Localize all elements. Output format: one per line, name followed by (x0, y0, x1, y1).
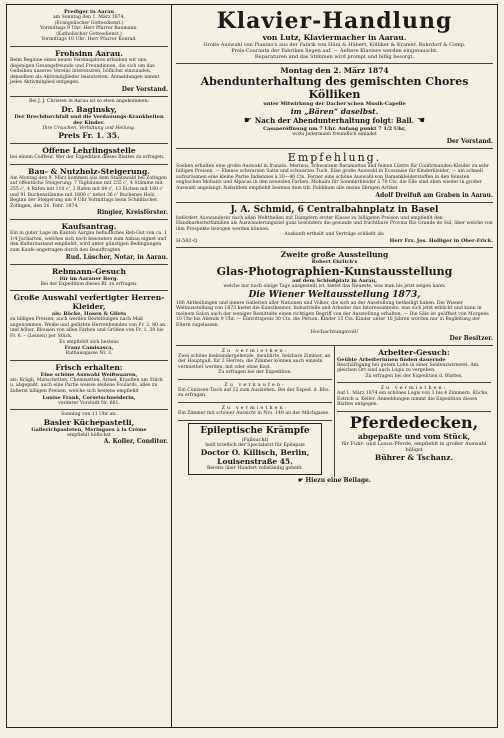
ad-verkaufen (178, 380, 332, 403)
ad-glas (176, 248, 493, 346)
ad-body: für Fuhr- und Luxus-Pferde, empfiehlt in großer Auswahl billigst (341, 441, 487, 454)
ad-body: heilt brieflich der Specialarzt für Epilepsie (205, 442, 305, 448)
ad-signature: Der Besitzer. (449, 334, 493, 342)
ad-subtitle: Gallerichpasteten, Meringues à la Crème (31, 426, 147, 433)
ad-title: Zu verkaufen: (224, 381, 286, 388)
ad-subtitle: als: Röcke, Hosen & Gilets (51, 311, 127, 318)
ad-lehrling (10, 144, 168, 165)
ad-subtitle: für im Aarauer Berg. (59, 275, 119, 282)
ad-signature: Der Vorstand. (121, 85, 168, 93)
ad-place: auf dem Schloßplatz in Aarau, (292, 277, 377, 284)
ad-signature: Rud. Lüscher, Notar, in Aarau. (65, 253, 168, 261)
newspaper-page (6, 4, 498, 728)
ad-title: Große Auswahl verfertigter Herren-Kleider, (13, 293, 165, 312)
ad-ball-text: Nach der Abendunterhaltung folgt: Ball. (254, 116, 415, 125)
ad-holzsteigerung (10, 165, 168, 221)
ad-body: zu billigen Preisen; auch werden Bestellungen nach Maß angenommen. Weiße und gefärbte Herrenhemden von Fr. 2. 80 an und höher. Blousen von allen Farben und Größen von Fr. 1. 30 bis Fr. 6. – (Leinen) per Stück. (10, 317, 166, 340)
ad-signature: Der Vorstand. (446, 137, 493, 145)
ad-line: Vormittags 10 Uhr: Herr Pfarrer Konrad. (41, 37, 137, 43)
ad-signature: Ringier, Kreisförster. (96, 209, 168, 217)
ad-ref: H-582-Q (176, 237, 198, 244)
ad-prediger (10, 7, 168, 47)
ad-lead: Bei J. J. Christen in Aarau ist so eben angekommen: (29, 98, 149, 104)
bottom-right (335, 346, 493, 477)
ad-title: Offene Lehrlingsstelle (42, 146, 136, 156)
ad-koller (10, 410, 168, 448)
ad-date: Montag den 2. März 1874 (280, 66, 389, 75)
ad-body: Auf 1. März 1874 ein schönes Logis von 3 bis 4 Zimmern, Küche, Estrich u. Keller. Anmeldungen nimmt die Expedition dieses Blattes entgegen. (337, 391, 489, 408)
ad-title: Der Brechdurchfall und die Verdauungs-Krankheiten der Kinder. (14, 113, 164, 126)
ad-agent: Herr Frz. Jos. Holliger in Ober-Frick. (389, 237, 493, 244)
ad-subtitle: abgepaßte und vom Stück, (357, 432, 471, 442)
ad-pferdedecken (337, 412, 491, 465)
ad-body: Beschäftigung bei gutem Lohn in einer Seidenzwirnerei. Am gleichen Ort sind auch Logis zu vergeben. (337, 362, 479, 374)
ad-note: Zu erfragen bei der Expedition d. Blattes. (365, 373, 463, 379)
ad-line: (Katholischer Gottesdienst.) (56, 31, 122, 37)
ad-rebmann (10, 265, 168, 292)
ad-body: Bei der Expedition dieses Bl. zu erfragen. (40, 281, 138, 287)
ad-title: Frohsinn Aarau. (55, 48, 123, 58)
ad-signature: Franz Camisasca, (64, 345, 114, 352)
ad-lead: Sonntag von 11 Uhr an: (61, 412, 117, 418)
ad-title: Rebmann-Gesuch (52, 266, 126, 276)
ad-body: Soeben erhalten eine große Auswahl in französ. Merinos, schwarzem Baramattas und feinen Lüstre für Confirmanden-Kleider zu sehr billigen Preisen. — Ebenso schwarzen Satin und schwarzes Tuch. Eine große Auswahl in Ecossaise für Kinderkleider, — um schnell aufzuräumen eine kleine Partie Indiennes à 30—40 Cts. Ferner eine schöne Auswahl von Damenkleiderstoffen in den feinsten englischen Mohairs und Alpacas in den neuesten Farben. Mohairs für Sommerkleider à 70 Cts. die Elle sind eben wieder in großer Auswahl angelangt. Nebstdem empfiehlt bestens dem titl. Publikum alle meine übrigen Artikel (176, 163, 489, 191)
ad-concert (176, 64, 493, 149)
ad-place: Zofingen, den 26. Febr. 1874. (10, 203, 79, 209)
ad-ball (176, 116, 493, 126)
ad-note: Zu erfragen bei der Expedition. (218, 370, 292, 376)
ad-body: bei einem Coiffeur. Wer der Expedition dieses Blattes zu erfragen. (10, 155, 165, 161)
ad-signature: Bührer & Tschanz. (374, 453, 454, 463)
ad-address: vorderer Vorstadt Nr. 661. (58, 400, 120, 406)
ad-body: Beim Beginne eines neuen Vereinsjahres erlauben wir uns, diejenigen Gesangsfreunde und Freundinnen, die sich um das Gedeihen unseres Vereins interessiren, höflichst einzuladen, denselben als Aktivmitglieder beizutreten. Anmeldungen nimmt jedes Aktivmitglied entgegen. (10, 57, 160, 86)
ad-title: Klavier-Handlung (216, 8, 453, 34)
ad-empfehlung (176, 149, 493, 203)
ad-title: Frisch erhalten: (55, 362, 123, 372)
ad-exhibit: Die Wiener Weltausstellung 1873, (248, 289, 421, 300)
ad-signature: A. Koller, Conditor. (103, 438, 168, 446)
ad-title: Empfehlung. (287, 150, 382, 164)
ad-epilepsie (188, 423, 322, 475)
ad-title: Abendunterhaltung des gemischten Chores Kölliken (200, 75, 469, 101)
ad-agent-row (176, 238, 493, 244)
ad-body: Zwei schöne ineinandergehende, meublirte, heizbare Zimmer, an der Hauptgaß, für 2 Herren; die Zimmer können auch einzeln vermiethet werden, mit oder ohne Kost. (178, 353, 331, 370)
pointing-hand-left-icon: ☚ (417, 116, 426, 126)
ad-body: als: Krägli, Manschetten, Chemisetten, Ärmel, Kraußen am Stück u. abgepaßt, auch eine Partie weisse seidene Foulards, alles zu äußerst billigen Preisen, welche sich bestens empfiehlt (10, 377, 163, 394)
ad-note: Bereits über Hundert vollständig geheilt. (206, 466, 304, 472)
ad-body: 186 Abtheilungen und innere Gallerien aller Nationen und Völker, die sich an der Ausstellung betheiligt haben. Die Wiener Weltausstellung von 1873 bietet die Kunstkenner, Industrielle und Arbeiter das Interessanteste, was sich jetzt erblickt und kann in meinem Salon auch der weniger Bemittelte einen richtigen Begriff von der Ausstellung erhalten. — Die Säle ist geöffnet von Morgens 10 Uhr bis Abends 9 Uhr. — Eintrittspreis 30 Cts. die Person. Kinder 15 Cts. Kinder unter 10 Jahren werden nur in Begleitung der Eltern zugelassen. (176, 300, 489, 328)
ad-title: Pferdedecken, (349, 413, 479, 433)
ad-lead: Zweite große Ausstellung (280, 249, 389, 259)
ad-body: befördert Auswanderer nach allen Welttheilen mit Dampfern erster Klasse zu billigsten Preisen und empfiehlt den Handbarbeiterfamilien als Auswanderungsziel ganz besonders die gesunde und fruchtbare Provinz Rio Grande do Sul, über welche von ihm Prospekte bezogen werden können. (176, 215, 493, 232)
ad-subtitle: Geübte Arbeiterinnen finden dauernde (337, 356, 446, 363)
right-column (172, 5, 497, 727)
ad-line: Prediger in Aarau (64, 9, 114, 15)
ad-title: Kaufsantrag. (61, 222, 117, 232)
ad-owner: Robert Ehrlich's (311, 258, 358, 265)
ad-vermiethen-3 (337, 383, 491, 412)
pointing-hand-icon: ☛ (298, 476, 304, 484)
ad-author: Dr. Baginsky, (61, 104, 117, 114)
ad-address: Rathausgasse Nr. 3. (65, 351, 113, 357)
supplement-note-text: Hiezu eine Beilage. (305, 476, 371, 484)
ad-invite: wozu Jedermann freundlich einladet (292, 132, 377, 137)
ad-signature: Louise Frank, Corsetschneiderin, (42, 394, 136, 401)
ad-address: Louisenstraße 45. (217, 457, 293, 467)
ad-vermiethen-1 (178, 346, 332, 380)
ad-line: Vormittags 9 Uhr: Herr Pfarrer Baumann. (40, 26, 138, 32)
ad-title: Arbeiter-Gesuch: (378, 347, 450, 357)
ad-venue: im „Bären“ daselbst. (290, 107, 379, 116)
ad-title: Bau- & Nutzholz-Steigerung. (28, 166, 150, 176)
ad-weisswaaren (10, 361, 168, 410)
ad-price: Preis Fr. 1. 35. (58, 131, 120, 141)
ad-schmid (176, 203, 493, 248)
ad-title: Epileptische Krämpfe (200, 425, 310, 436)
ad-title: Zu vermiethen: (380, 385, 448, 392)
ad-body: Ein Zimmer mit schöner Aussicht in Nro. 148 an der Milchgasse. (178, 411, 330, 417)
ad-note: Reparaturen und das Stimmen wird prompt und billig besorgt. (254, 54, 415, 60)
bottom-two-columns (176, 346, 493, 477)
ad-herrenkleider (10, 291, 168, 361)
ad-note: Preis-Courante der Fabriken liegen auf. — Aeltere Klaviere werden eingetauscht. (231, 48, 438, 54)
left-column (7, 5, 172, 727)
ad-note: welche nur noch einige Tage ausgestellt ist, bietet das Neueste, was man bis jetzt zeigen kann: (223, 283, 446, 289)
supplement-note (176, 477, 493, 484)
ad-body: Ein in guter Lage im Kanton Aargau befindliches Reb-Gut von ca. 1 1/4 Jucharten, welches sich noch besonders zum Anbau eignet und den Kulturzustand empfiehlt, wird unter günstigen Bedingungen zum Kaufe angetragen durch den Beauftragten (10, 231, 168, 254)
ad-line: (Evangelischer Gottesdienst.) (54, 20, 124, 26)
ad-note: Auskunft ertheilt und Verträge schließt ab: (284, 232, 385, 238)
ad-arbeiter (337, 346, 491, 384)
ad-signature: Adolf Dreifuß am Graben in Aarau. (375, 191, 493, 199)
ad-body: empfiehlt höflichst (67, 432, 111, 438)
ad-title: Glas-Photographien-Kunstausstellung (216, 264, 453, 278)
ad-subtitle: Ihre Ursachen, Verhütung und Heilung. (42, 125, 136, 131)
ad-title: Basler Küchepastetli, (43, 417, 135, 427)
ad-frohsinn (10, 47, 168, 97)
ad-kaufsantrag (10, 220, 168, 264)
ad-line: am Sonntag den 1. März 1874. (53, 15, 125, 20)
ad-subtitle: (Fallsucht) (241, 436, 269, 443)
ad-body: Große Auswahl von Pianino's aus der Fabrik von Hüni & Hübert, Kölliker & Kramer, Rohrdorf & Comp. (203, 42, 466, 48)
ad-subtitle: von Lutz, Klaviermacher in Aarau. (262, 33, 407, 42)
ad-baginsky (10, 97, 168, 144)
pointing-hand-icon: ☛ (243, 116, 252, 126)
bottom-left (176, 346, 335, 477)
ad-doctor: Doctor O. Killisch, Berlin, (200, 448, 310, 458)
ad-subtitle: Eine schöne Auswahl Weißwaaren, (40, 371, 138, 378)
ad-subtitle: unter Mitwirkung der Dacher'schen Musik-Capelle (263, 101, 406, 107)
ad-closing: Hochachtungsvoll! (310, 328, 359, 335)
ad-vermiethen-2 (178, 403, 332, 421)
ad-body: Ein Conissen-Tisch auf 12 zum Ausziehen. Bei der Exped. d. Blts. zu erfragen. (178, 387, 330, 399)
ad-note: Es empfiehlt sich bestens (59, 339, 119, 345)
ad-title: Zu vermiethen: (221, 405, 289, 412)
ad-klavier (176, 7, 493, 64)
ad-times: Cassaeröffnung um 7 Uhr. Anfang punkt 7 1/2 Uhr, (263, 126, 406, 132)
ad-title: Zu vermiethen: (221, 347, 289, 354)
ad-title: J. A. Schmid, 6 Centralbahnplatz in Basel (230, 204, 439, 215)
ad-body: Am Montag den 9. März kommen aus dem Staatswald bei Zofingen auf öffentliche Steigerung: 7 Tagbäume mit 255 c', 4 Stämme mit 255 c', 4 Rafen mit 110 c', 2 Rafen mit 84 c', 13 Eichen mit 160 c' und 91 Buchenstämme mit 1800 c' nebst 36 c' Buchenes Holz. Beginn der Steigerung um 9 Uhr Vormittags beim Schildlacher. (10, 175, 167, 204)
